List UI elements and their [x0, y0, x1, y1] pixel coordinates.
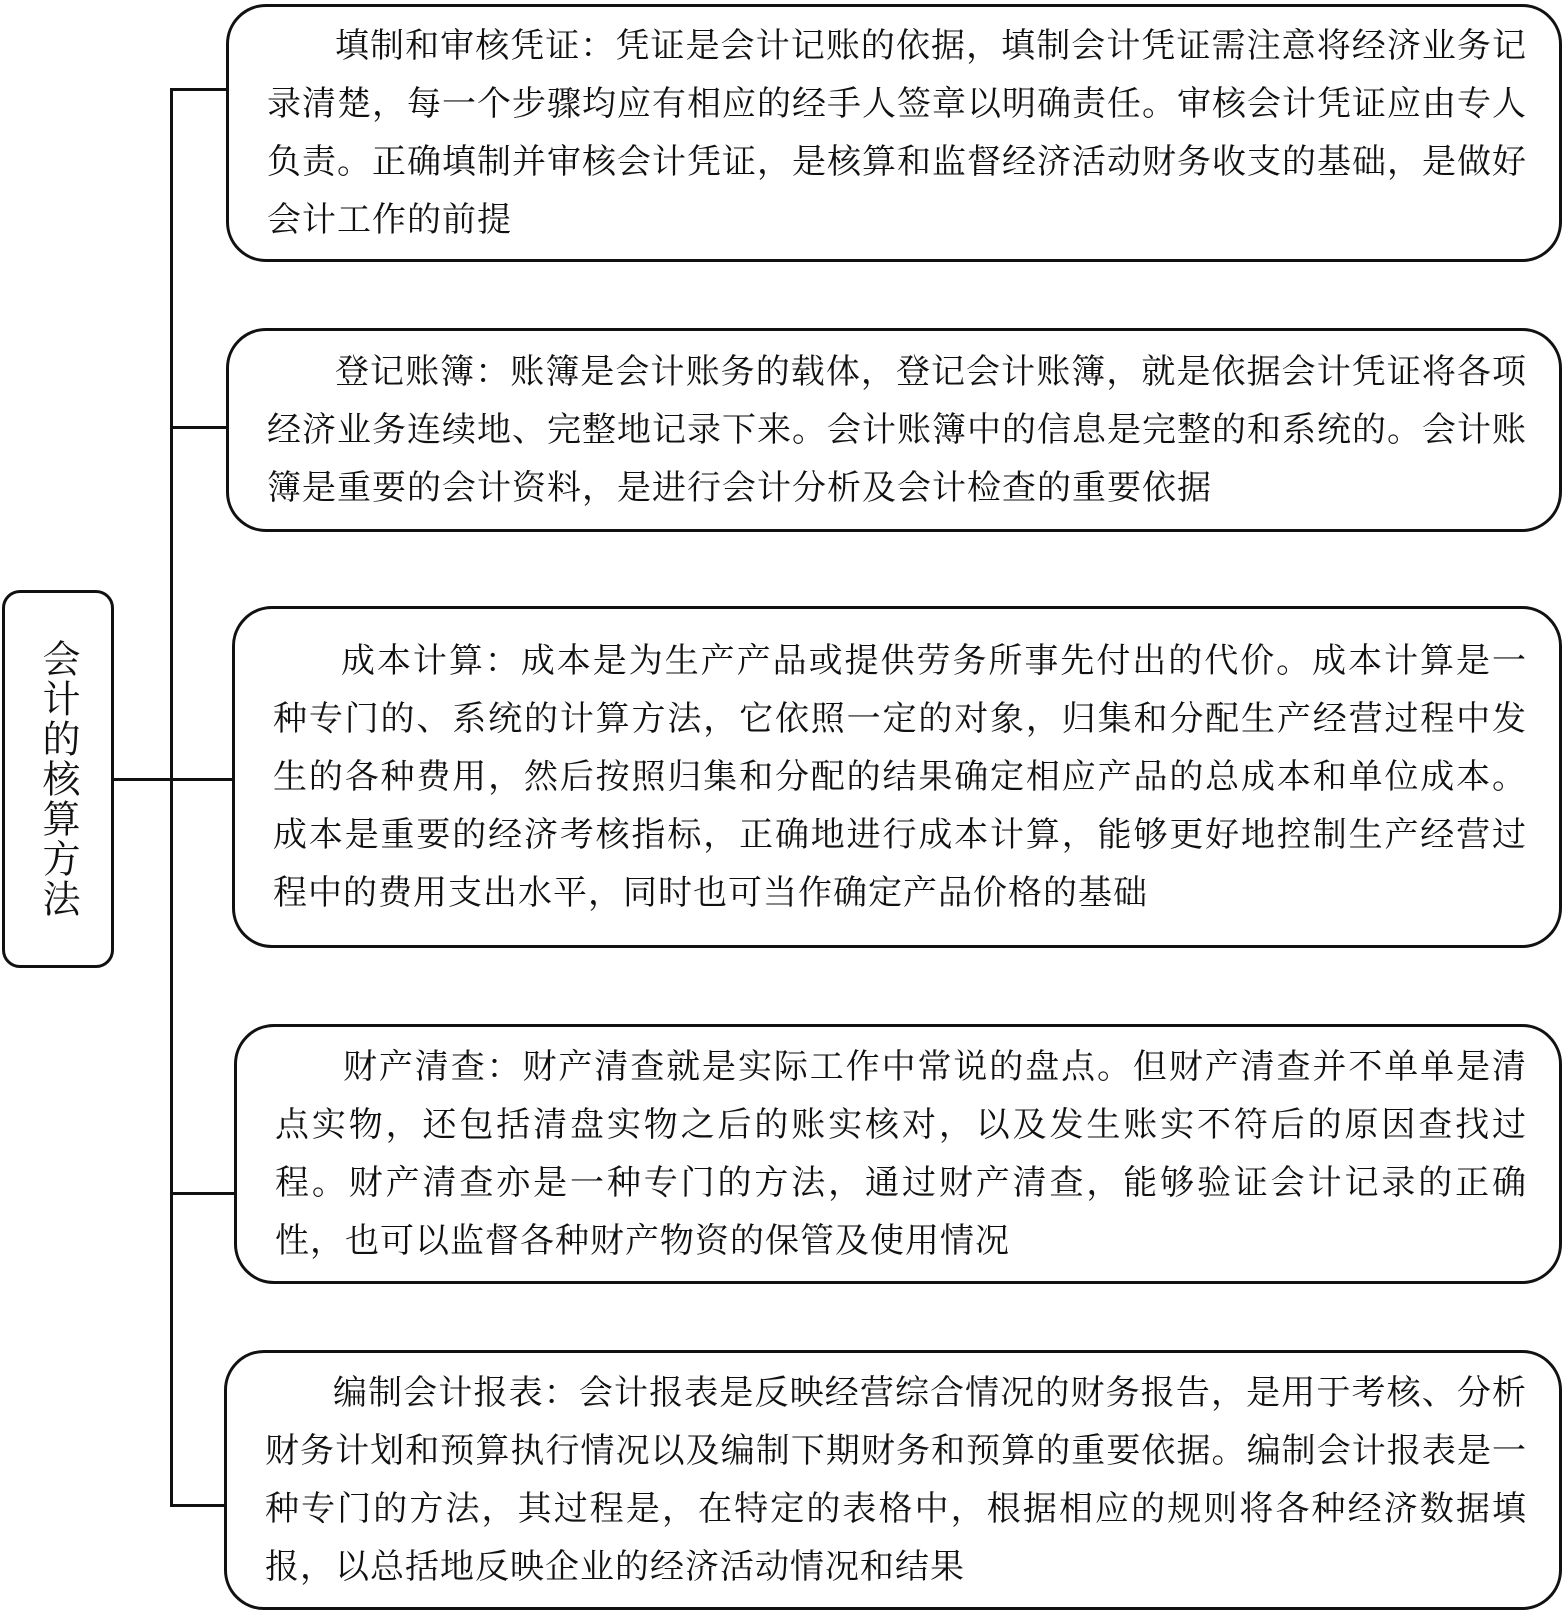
- branch-connector-2: [170, 426, 228, 429]
- branch-text-reports: 编制会计报表：会计报表是反映经营综合情况的财务报告，是用于考核、分析财务计划和预算执行情况以及编制下期财务和预算的重要依据。编制会计报表是一种专门的方法，其过程是，在特定的表格中，根据相应的规则将各种经济数据填报，以总括地反映企业的经济活动情况和结果: [265, 1373, 1527, 1587]
- root-label: 会计的核算方法: [36, 639, 80, 919]
- trunk-line: [170, 88, 173, 1506]
- branch-connector-3: [170, 778, 234, 781]
- branch-connector-4: [170, 1192, 236, 1195]
- root-connector: [114, 778, 172, 781]
- branch-node-reports: [224, 1350, 1562, 1610]
- branch-text-voucher: 填制和审核凭证：凭证是会计记账的依据，填制会计凭证需注意将经济业务记录清楚，每一个步骤均应有相应的经手人签章以明确责任。审核会计凭证应由专人负责。正确填制并审核会计凭证，是核算和监督经济活动财务收支的基础，是做好会计工作的前提: [267, 26, 1527, 240]
- branch-connector-5: [170, 1504, 226, 1507]
- branch-node-voucher: [226, 4, 1562, 262]
- branch-connector-1: [170, 88, 228, 91]
- branch-text-costing: 成本计算：成本是为生产产品或提供劳务所事先付出的代价。成本计算是一种专门的、系统的计算方法，它依照一定的对象，归集和分配生产经营过程中发生的各种费用，然后按照归集和分配的结果确定相应产品的总成本和单位成本。成本是重要的经济考核指标，正确地进行成本计算，能够更好地控制生产经营过程中的费用支出水平，同时也可当作确定产品价格的基础: [273, 641, 1527, 913]
- root-node: [2, 590, 114, 968]
- branch-node-ledger: [226, 328, 1562, 532]
- branch-text-ledger: 登记账簿：账簿是会计账务的载体，登记会计账簿，就是依据会计凭证将各项经济业务连续地、完整地记录下来。会计账簿中的信息是完整的和系统的。会计账簿是重要的会计资料，是进行会计分析及会计检查的重要依据: [267, 352, 1527, 508]
- branch-node-inventory: [234, 1024, 1562, 1284]
- branch-node-costing: [232, 606, 1562, 948]
- branch-text-inventory: 财产清查：财产清查就是实际工作中常说的盘点。但财产清查并不单单是清点实物，还包括清盘实物之后的账实核对，以及发生账实不符后的原因查找过程。财产清查亦是一种专门的方法，通过财产清查，能够验证会计记录的正确性，也可以监督各种财产物资的保管及使用情况: [275, 1047, 1527, 1261]
